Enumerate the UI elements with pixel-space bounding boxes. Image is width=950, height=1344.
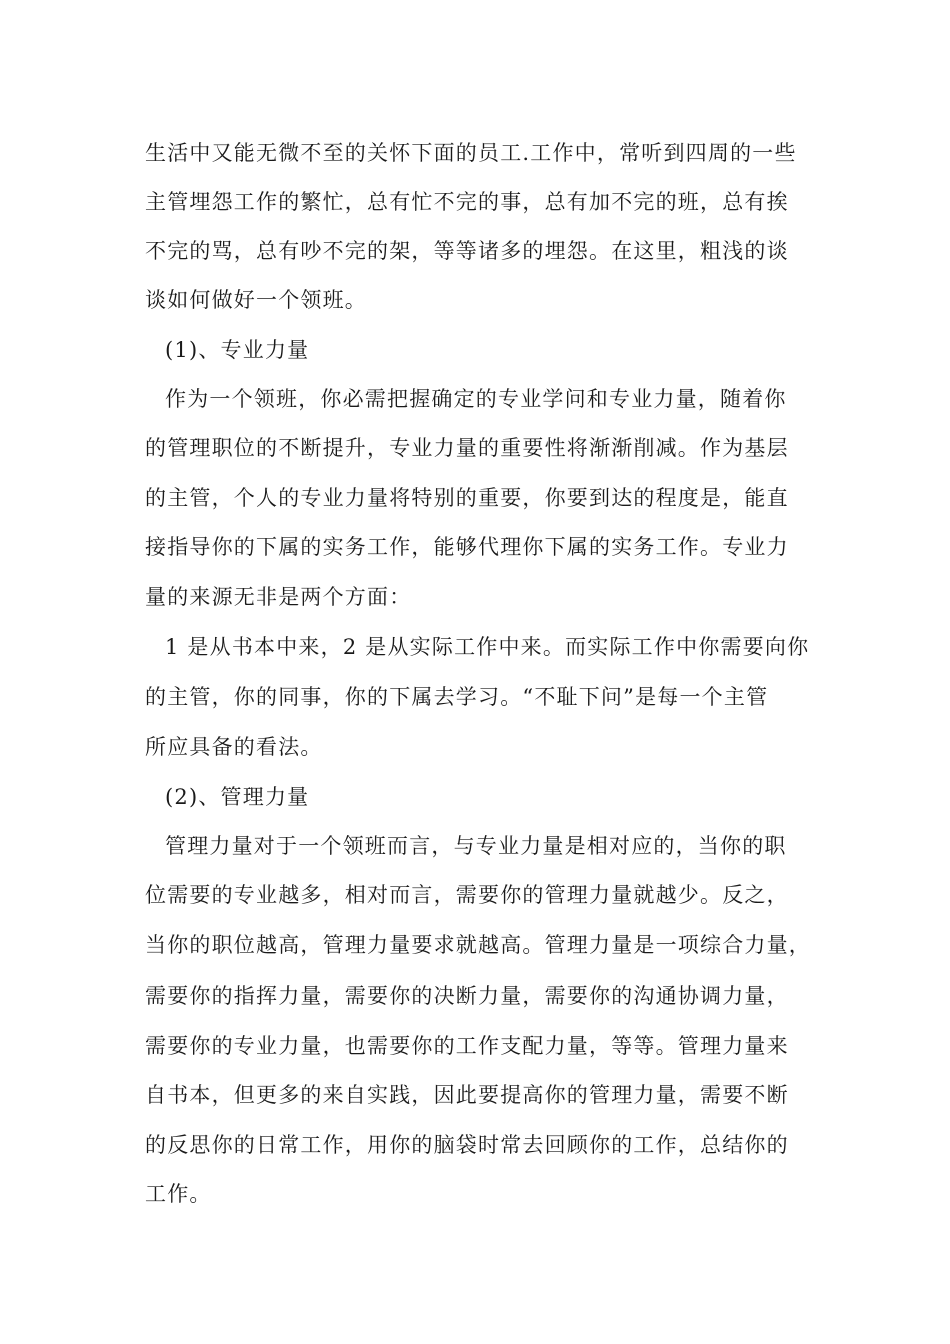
paragraph-line: 的主管，你的同事，你的下属去学习。“不耻下问”是每一个主管 [145, 685, 769, 709]
paragraph-line: 不完的骂，总有吵不完的架，等等诸多的埋怨。在这里，粗浅的谈 [145, 239, 789, 263]
paragraph-line: 位需要的专业越多，相对而言，需要你的管理力量就越少。反之， [145, 883, 789, 907]
paragraph-line: 量的来源无非是两个方面： [145, 585, 412, 609]
paragraph-line: 需要你的指挥力量，需要你的决断力量，需要你的沟通协调力量， [145, 984, 789, 1008]
paragraph-line: 的主管，个人的专业力量将特别的重要，你要到达的程度是，能直 [145, 486, 789, 510]
paragraph-line: 所应具备的看法。 [145, 735, 323, 759]
paragraph-line: 接指导你的下属的实务工作，能够代理你下属的实务工作。专业力 [145, 535, 789, 559]
paragraph-line: 的反思你的日常工作，用你的脑袋时常去回顾你的工作，总结你的 [145, 1133, 789, 1157]
paragraph-line: 作为一个领班，你必需把握确定的专业学问和专业力量，随着你 [165, 387, 787, 411]
paragraph-line: 生活中又能无微不至的关怀下面的员工.工作中，常听到四周的一些 [145, 141, 797, 165]
paragraph-line: 自书本，但更多的来自实践，因此要提高你的管理力量，需要不断 [145, 1083, 789, 1107]
paragraph-line: 当你的职位越高，管理力量要求就越高。管理力量是一项综合力量， [145, 933, 811, 957]
paragraph-line: 主管埋怨工作的繁忙，总有忙不完的事，总有加不完的班，总有挨 [145, 190, 789, 214]
paragraph-line: 谈如何做好一个领班。 [145, 288, 367, 312]
paragraph-line: 1 是从书本中来，2 是从实际工作中来。而实际工作中你需要向你 [165, 635, 810, 659]
paragraph-line: 管理力量对于一个领班而言，与专业力量是相对应的，当你的职 [165, 834, 787, 858]
paragraph-line: 工作。 [145, 1182, 212, 1206]
section-heading: (1)、专业力量 [165, 338, 310, 362]
paragraph-line: 需要你的专业力量，也需要你的工作支配力量，等等。管理力量来 [145, 1034, 789, 1058]
paragraph-line: 的管理职位的不断提升，专业力量的重要性将渐渐削减。作为基层 [145, 436, 789, 460]
section-heading: (2)、管理力量 [165, 785, 310, 809]
